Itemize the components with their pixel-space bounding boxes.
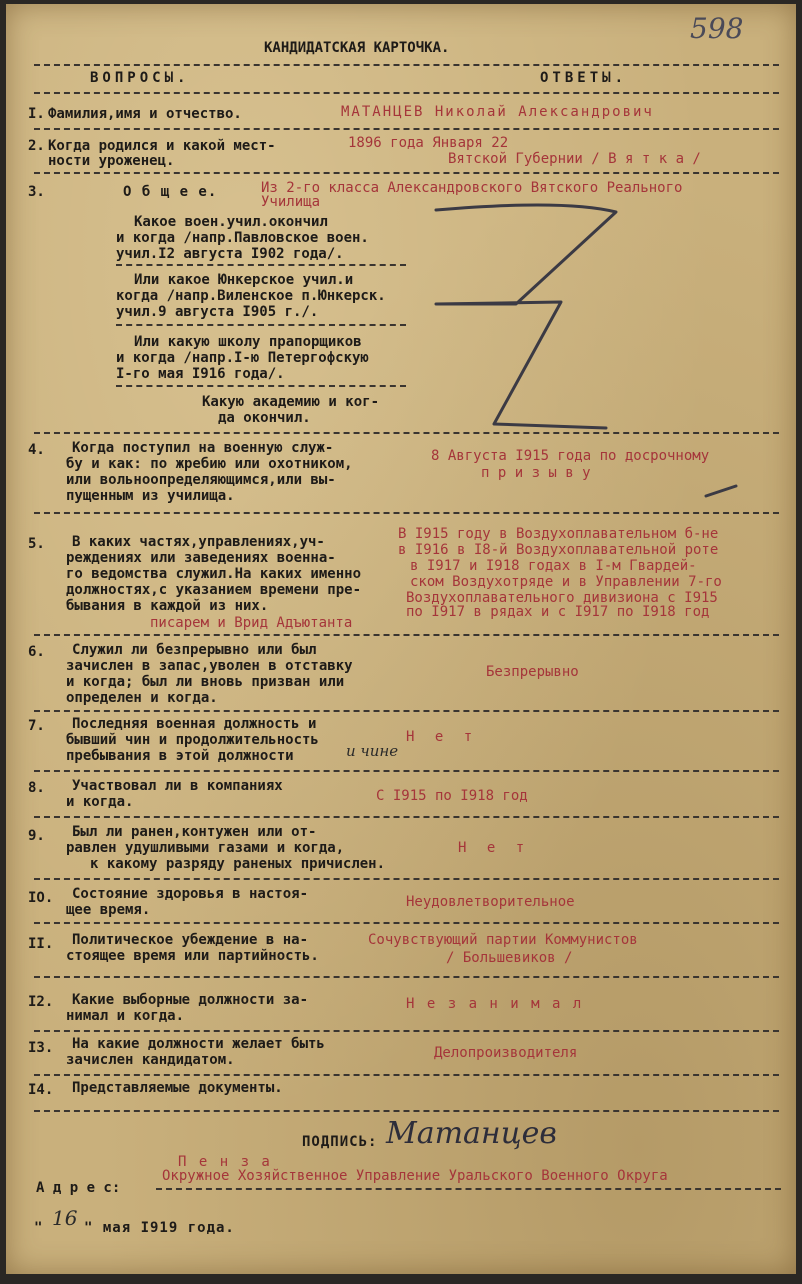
- q9-answer: Н е т: [458, 840, 531, 856]
- q3-junker-school-line: когда /напр.Виленское п.Юнкерск.: [116, 288, 386, 304]
- signature-label: ПОДПИСЬ:: [302, 1134, 378, 1150]
- address-city: П е н з а: [178, 1154, 272, 1170]
- questions-header: ВОПРОСЫ.: [90, 70, 190, 86]
- q7-text-line: бывший чин и продолжительность: [66, 732, 319, 748]
- q8-text-line: и когда.: [66, 794, 134, 810]
- q4-text-line: бу и как: по жребию или охотником,: [66, 456, 353, 472]
- date-rest: " мая I919 года.: [84, 1220, 235, 1236]
- q10-text-line: щее время.: [66, 902, 151, 918]
- q6-answer: Безпрерывно: [486, 664, 579, 680]
- q3-junker-school-line: учил.9 августа I905 г./.: [116, 304, 319, 320]
- q4-answer-line: 8 Августа I915 года по досрочному: [431, 448, 710, 464]
- q11-number: II.: [28, 936, 54, 952]
- archive-number: 598: [690, 12, 744, 45]
- divider: [156, 1188, 781, 1190]
- q5-text-line: реждениях или заведениях военна-: [66, 550, 336, 566]
- date-open-quote: ": [34, 1220, 43, 1236]
- q5-answer-line: в I917 и I918 годах в I-м Гвардей-: [410, 558, 697, 574]
- q3-number: 3.: [28, 184, 45, 200]
- address-label: А д р е с:: [36, 1180, 121, 1196]
- divider: [34, 770, 779, 772]
- q13-text-line: На какие должности желает быть: [72, 1036, 325, 1052]
- q12-text-line: Какие выборные должности за-: [72, 992, 309, 1008]
- q2-answer-line: Вятской Губернии / В я т к а /: [448, 151, 701, 167]
- q3-text: О б щ е е.: [123, 184, 218, 200]
- signature: Матанцев: [386, 1116, 557, 1151]
- q3-answer-line: Училища: [261, 194, 321, 210]
- q3-academy-line: Какую академию и ког-: [202, 394, 380, 410]
- divider: [34, 512, 779, 514]
- q7-handwritten-note: и чине: [346, 742, 399, 760]
- q3-junker-school-line: Или какое Юнкерское учил.и: [134, 272, 354, 288]
- q3-ensign-school-line: Или какую школу прапорщиков: [134, 334, 362, 350]
- q10-text-line: Состояние здоровья в настоя-: [72, 886, 309, 902]
- divider: [34, 1030, 779, 1032]
- q5-answer-extra: писарем и Врид Адъютанта: [150, 615, 353, 631]
- q7-number: 7.: [28, 718, 45, 734]
- q11-text-line: Политическое убеждение в на-: [72, 932, 309, 948]
- q12-number: I2.: [28, 994, 54, 1010]
- q9-text-line: к какому разряду раненых причислен.: [90, 856, 386, 872]
- q3-military-school-line: Какое воен.учил.окончил: [134, 214, 328, 230]
- q1-answer: МАТАНЦЕВ Николай Александрович: [341, 104, 654, 120]
- q5-answer-line: по I917 в рядах и с I917 по I918 год: [406, 604, 710, 620]
- q11-answer-line: / Большевиков /: [446, 950, 573, 966]
- divider: [34, 816, 779, 818]
- q3-ensign-school-line: I-го мая I916 года/.: [116, 366, 285, 382]
- q6-text-line: Служил ли безпрерывно или был: [72, 642, 317, 658]
- document-title: КАНДИДАТСКАЯ КАРТОЧКА.: [264, 40, 450, 56]
- q12-answer: Н е з а н и м а л: [406, 996, 584, 1012]
- q8-text-line: Участвовал ли в компаниях: [72, 778, 283, 794]
- address-org: Окружное Хозяйственное Управление Уральского Военного Округа: [162, 1168, 668, 1184]
- q7-text-line: пребывания в этой должности: [66, 748, 294, 764]
- q9-number: 9.: [28, 828, 45, 844]
- q12-text-line: нимал и когда.: [66, 1008, 185, 1024]
- q9-text-line: Был ли ранен,контужен или от-: [72, 824, 317, 840]
- q5-number: 5.: [28, 536, 45, 552]
- q5-answer-line: ском Воздухотряде и в Управлении 7-го: [410, 574, 722, 590]
- document-page: [6, 4, 796, 1274]
- q3-answer-line: Из 2-го класса Александровского Вятского Реального: [261, 180, 683, 196]
- q13-text-line: зачислен кандидатом.: [66, 1052, 235, 1068]
- q9-text-line: равлен удушливыми газами и когда,: [66, 840, 345, 856]
- q4-text-line: пущенным из училища.: [66, 488, 235, 504]
- divider: [34, 922, 779, 924]
- q3-academy-line: да окончил.: [218, 410, 311, 426]
- q4-number: 4.: [28, 442, 45, 458]
- answers-header: ОТВЕТЫ.: [540, 70, 628, 86]
- q10-number: IO.: [28, 890, 54, 906]
- q6-text-line: и когда; был ли вновь призван или: [66, 674, 345, 690]
- divider: [34, 710, 779, 712]
- q6-number: 6.: [28, 644, 45, 660]
- q8-number: 8.: [28, 780, 45, 796]
- q2-text-line: ности уроженец.: [48, 153, 175, 169]
- q2-text-line: Когда родился и какой мест-: [48, 138, 276, 154]
- q14-number: I4.: [28, 1082, 54, 1098]
- q5-text-line: бывания в каждой из них.: [66, 598, 269, 614]
- divider: [34, 1110, 779, 1112]
- q5-text-line: го ведомства служил.На каких именно: [66, 566, 362, 582]
- q5-answer-line: в I916 в I8-й Воздухоплавательной роте: [398, 542, 719, 558]
- q7-text-line: Последняя военная должность и: [72, 716, 317, 732]
- q5-text-line: В каких частях,управлениях,уч-: [72, 534, 325, 550]
- q1-text: Фамилия,имя и отчество.: [48, 106, 242, 122]
- q5-answer-line: В I915 году в Воздухоплавательном б-не: [398, 526, 719, 542]
- divider: [34, 1074, 779, 1076]
- divider: [34, 976, 779, 978]
- date-day: 16: [52, 1206, 78, 1230]
- q13-answer: Делопроизводителя: [434, 1045, 578, 1061]
- divider: [34, 634, 779, 636]
- q3-ensign-school-line: и когда /напр.I-ю Петергофскую: [116, 350, 369, 366]
- q6-text-line: определен и когда.: [66, 690, 218, 706]
- q7-answer: Н е т: [406, 729, 479, 745]
- q13-number: I3.: [28, 1040, 54, 1056]
- divider: [34, 432, 779, 434]
- q11-text-line: стоящее время или партийность.: [66, 948, 319, 964]
- q3-military-school-line: учил.I2 августа I902 года/.: [116, 246, 344, 262]
- q4-text-line: Когда поступил на военную служ-: [72, 440, 334, 456]
- q5-answer-line: Воздухоплавательного дивизиона с I915: [406, 590, 718, 606]
- q4-answer-line: п р и з ы в у: [481, 465, 591, 481]
- q8-answer: С I915 по I918 год: [376, 788, 528, 804]
- q14-text: Представляемые документы.: [72, 1080, 283, 1096]
- q5-text-line: должностях,с указанием времени пре-: [66, 582, 362, 598]
- q2-number: 2.: [28, 138, 45, 154]
- q2-answer-line: 1896 года Января 22: [348, 135, 509, 151]
- q4-text-line: или вольноопределяющимся,или вы-: [66, 472, 336, 488]
- q6-text-line: зачислен в запас,уволен в отставку: [66, 658, 353, 674]
- q3-military-school-line: и когда /напр.Павловское воен.: [116, 230, 369, 246]
- q10-answer: Неудовлетворительное: [406, 894, 575, 910]
- divider: [34, 878, 779, 880]
- q11-answer-line: Сочувствующий партии Коммунистов: [368, 932, 638, 948]
- q1-number: I.: [28, 106, 45, 122]
